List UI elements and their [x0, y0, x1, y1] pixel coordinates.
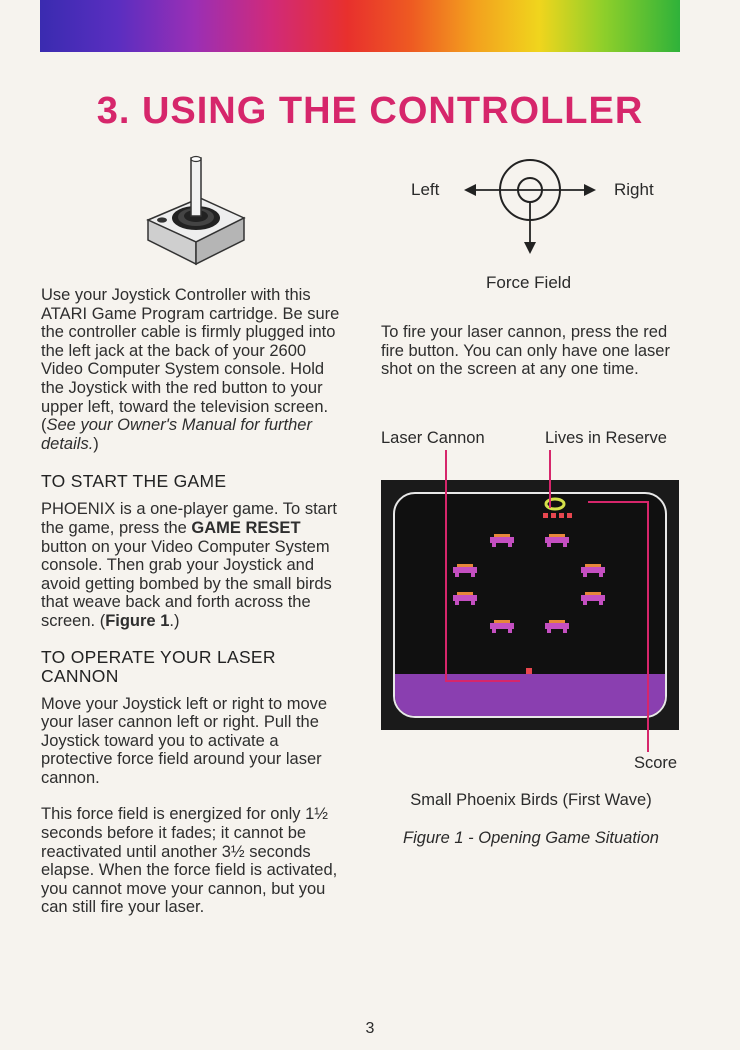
bird-icon: [581, 592, 605, 605]
start-text-3: .): [169, 611, 180, 630]
left-column: [41, 286, 341, 917]
diagram-left-label: Left: [411, 180, 440, 199]
phoenix-birds: [453, 534, 605, 633]
lives-label: Lives in Reserve: [545, 429, 667, 447]
page-title: 3. USING THE CONTROLLER: [96, 90, 644, 132]
joystick-illustration: [140, 150, 250, 270]
laser-cannon-label: Laser Cannon: [381, 429, 485, 447]
rainbow-header-bar: [40, 0, 680, 52]
lives-in-reserve-icon: [543, 513, 572, 518]
bird-icon: [545, 534, 569, 547]
crt-display: [393, 492, 667, 718]
start-bold-1: GAME RESET: [191, 518, 301, 537]
start-heading: TO START THE GAME: [41, 471, 227, 492]
operate-heading: TO OPERATE YOUR LASER CANNON: [41, 646, 276, 686]
operate-paragraph-2: This force field is energized for only 1½ seconds before it fades; it cannot be reactivated until another 3½ seconds elapse. When the force field is activated, you cannot move your cannon, but you can still fire your laser.: [41, 805, 338, 917]
start-paragraph: [41, 500, 341, 630]
bird-icon: [490, 534, 514, 547]
fire-paragraph: To fire your laser cannon, press the red fire button. You can only have one laser shot on the screen at any one time.: [381, 323, 670, 379]
bird-icon: [490, 620, 514, 633]
start-text-2: button on your Video Computer System console. Then grab your Joystick and avoid getting bombed by the small birds that weave back and forth across the screen. (: [41, 537, 332, 630]
operate-paragraph-1: Move your Joystick left or right to move your laser cannon left or right. Pull the Joystick toward you to activate a protective force field around your laser cannon.: [41, 694, 328, 787]
figure-caption: Figure 1 - Opening Game Situation: [403, 829, 659, 847]
page-number: 3: [365, 1020, 375, 1037]
intro-italic: See your Owner's Manual for further details.: [41, 416, 312, 453]
bird-icon: [581, 564, 605, 577]
birds-caption: Small Phoenix Birds (First Wave): [410, 791, 652, 809]
intro-paragraph: [41, 286, 341, 453]
score-label: Score: [634, 754, 678, 772]
diagram-right-label: Right: [614, 180, 654, 199]
intro-text: Use your Joystick Controller with this ATARI Game Program cartridge. Be sure the controller cable is firmly plugged into the left jack at the back of your 2600 Video Computer System console. Hold the Joystick with the red button to your upper left, toward the television screen. (: [41, 286, 340, 435]
bird-icon: [453, 564, 477, 577]
score-icon: [546, 499, 564, 509]
intro-end: ): [93, 434, 99, 453]
start-bold-2: Figure 1: [105, 611, 170, 630]
diagram-down-label: Force Field: [486, 273, 572, 292]
bird-icon: [453, 592, 477, 605]
bird-icon: [545, 620, 569, 633]
game-screen: [381, 480, 679, 730]
ground-strip: [395, 674, 665, 716]
start-text-1: PHOENIX is a one-player game. To start the game, press the: [41, 500, 337, 537]
